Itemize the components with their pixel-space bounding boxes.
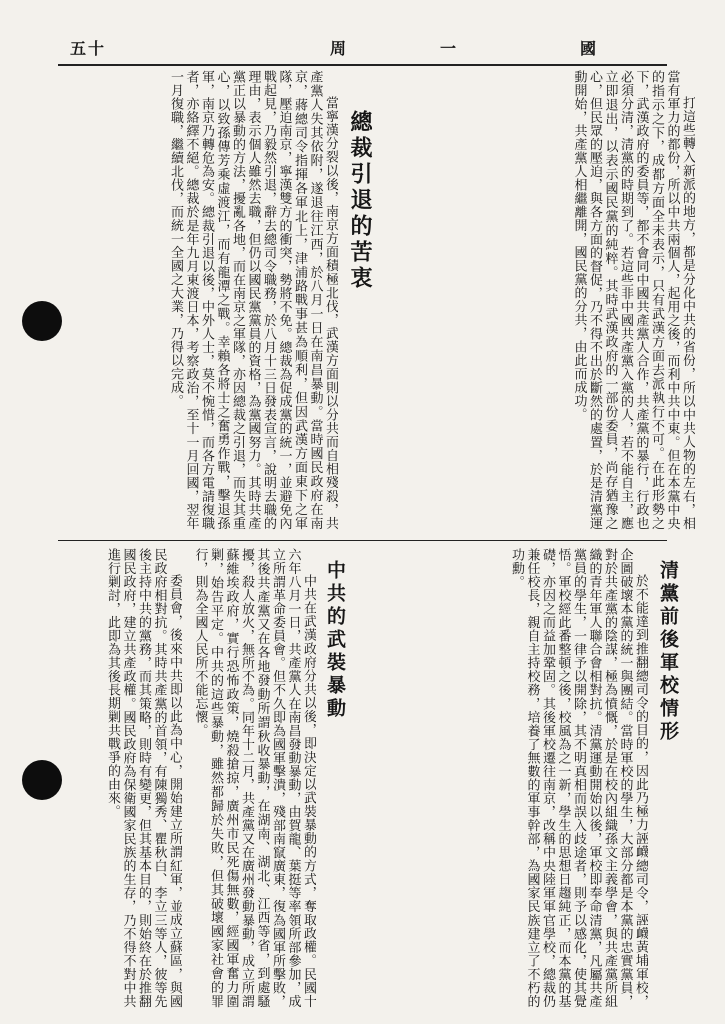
article-body: 中共在武漢政府分共以後，即決定以武裝暴動的方式，奪取政權。民國十六年八月一日，共產黨人在南昌發動暴動，由賀龍、葉挺等率領所部參加，成立所謂革命委員會。但不久即為國軍擊潰，殘部南竄廣東，復為國軍所擊敗，其後共產黨又在各地發動所謂秋收暴動，在湖南、湖北、江西等省，到處騷擾，殺人放火，無所不為。同年十二月，共產黨又在廣州發動暴動，成立所謂蘇維埃政府，實行恐怖政策，燒殺搶掠，廣州市民死傷無數，經國軍奮力圍剿，始告平定。中共的這些暴動，雖然都歸於失敗，但其破壞國家社會的罪行，則為全國人民所不能忘懷。 [192,548,316,1008]
article-left-top [70,70,338,530]
article-body: 打這些轉入新派的地方，都是分化中共的省份，所以中共人物的左右，相當有軍力的都份，所以中共兩個人，起用之後，而利中共中東。但在本黨中央的指示之下，成都方面全未表示，只有武漢方面去派執行不可。在此形勢之下，武漢政府的委員等，都不會同中國共產黨人合作，共產黨的暴行，行政也必須分清，清黨的時期到了。若這些非中國共產黨入黨的人，若不能自主，應立即退出，以表示國民黨的純粹。其時武漢政府的一部份委員，尚存猶豫之心，但民眾的壓迫，與各方面的督促，乃不得不出於斷然的處置，於是清黨運動開始，共產黨人相繼離開，國民黨的分共，由此而成功。 [571,70,695,530]
article-center-bottom [190,548,316,1008]
article-title: 中共的武裝暴動 [324,560,346,721]
header-char: 國 [580,39,599,58]
header-rule [58,64,667,66]
article-body: 於不能達到推翻總司令的目的，因此乃極力誣衊總司令，誣衊黃埔軍校，企圖破壞本黨的統一與團結。當時軍校的學生，大部分都是本黨的忠實黨員，對於共產黨的陰謀，極為憤慨，於是在校內組織孫文主義學會，與共產黨所組織的青年軍人聯合會相對抗。清黨運動開始以後，軍校即奉命清黨，凡屬共產黨員的學生，一律予以開除，其不明真相而誤入歧途者，則予以感化，使其覺悟。軍校經此番整頓之後，校風為之一新，學生的思想日趨純正，而本黨的基礎，亦因之而益加鞏固。其後軍校遷往南京，改稱中央陸軍軍官學校，總裁仍兼任校長，親自主持校務，培養了無數的軍事幹部，為國家民族建立了不朽的功勳。 [509,548,648,1008]
section-divider [58,540,667,541]
article-body: 當寧漢分裂以後，南京方面積極北伐，武漢方面則以分共而自相殘殺，共產黨人失其依附，遂退往江西，於八月一日在南昌暴動。當時國民政府在南京，蔣總司令指揮各軍北上，津浦路戰事甚為順利，但因武漢方面東下之軍隊，壓迫南京，寧漢雙方的衝突，勢將不免。總裁為促成黨的統一，並避免內戰起見，乃毅然引退，辭去總司令職務，於八月十三日發表宣言，說明去職的理由，表示個人雖然去職，但仍以國民黨黨員的資格，為黨國努力。其時共產黨正以暴動的方法，擾亂各地，而在南京之軍隊，亦因總裁之引退，而失其重心，以致孫傳芳乘虛渡江，而有龍潭之戰。幸賴各將士之奮勇作戰，擊退孫軍，南京乃轉危為安。總裁引退以後，中外人士，莫不惋惜，而各方電請復職者，亦絡繹不絕。總裁於是年九月東渡日本，考察政治，至十一月回國，翌年一月復職，繼續北伐，而統一全國之大業，乃得以完成。 [168,70,338,530]
article-title: 總裁引退的苦衷 [347,110,373,292]
binding-hole [22,760,62,800]
header-char: 周 [330,39,349,58]
binding-hole [22,301,62,341]
header-char: 一 [440,39,459,58]
running-header [60,30,665,64]
article-body: 委員會，後來中共即以此為中心，開始建立所謂紅軍，並成立蘇區，與國民政府相對抗。其時共產黨的首領，有陳獨秀、瞿秋白、李立三等人，彼等先後主持中共的黨務，而其策略，則時有變更，但其基本目的，則始終在於推翻國民政府，建立共產政權。國民政府為保衛國家民族的生存，乃不得不對中共進行剿討，此即為其後長期剿共戰爭的由來。 [105,548,182,1008]
article-left-bottom [70,548,182,1008]
article-right-bottom [362,548,648,1008]
page-number: 五十 [70,39,107,58]
article-right-top [385,70,695,530]
article-title: 清黨前後軍校情形 [657,560,679,744]
